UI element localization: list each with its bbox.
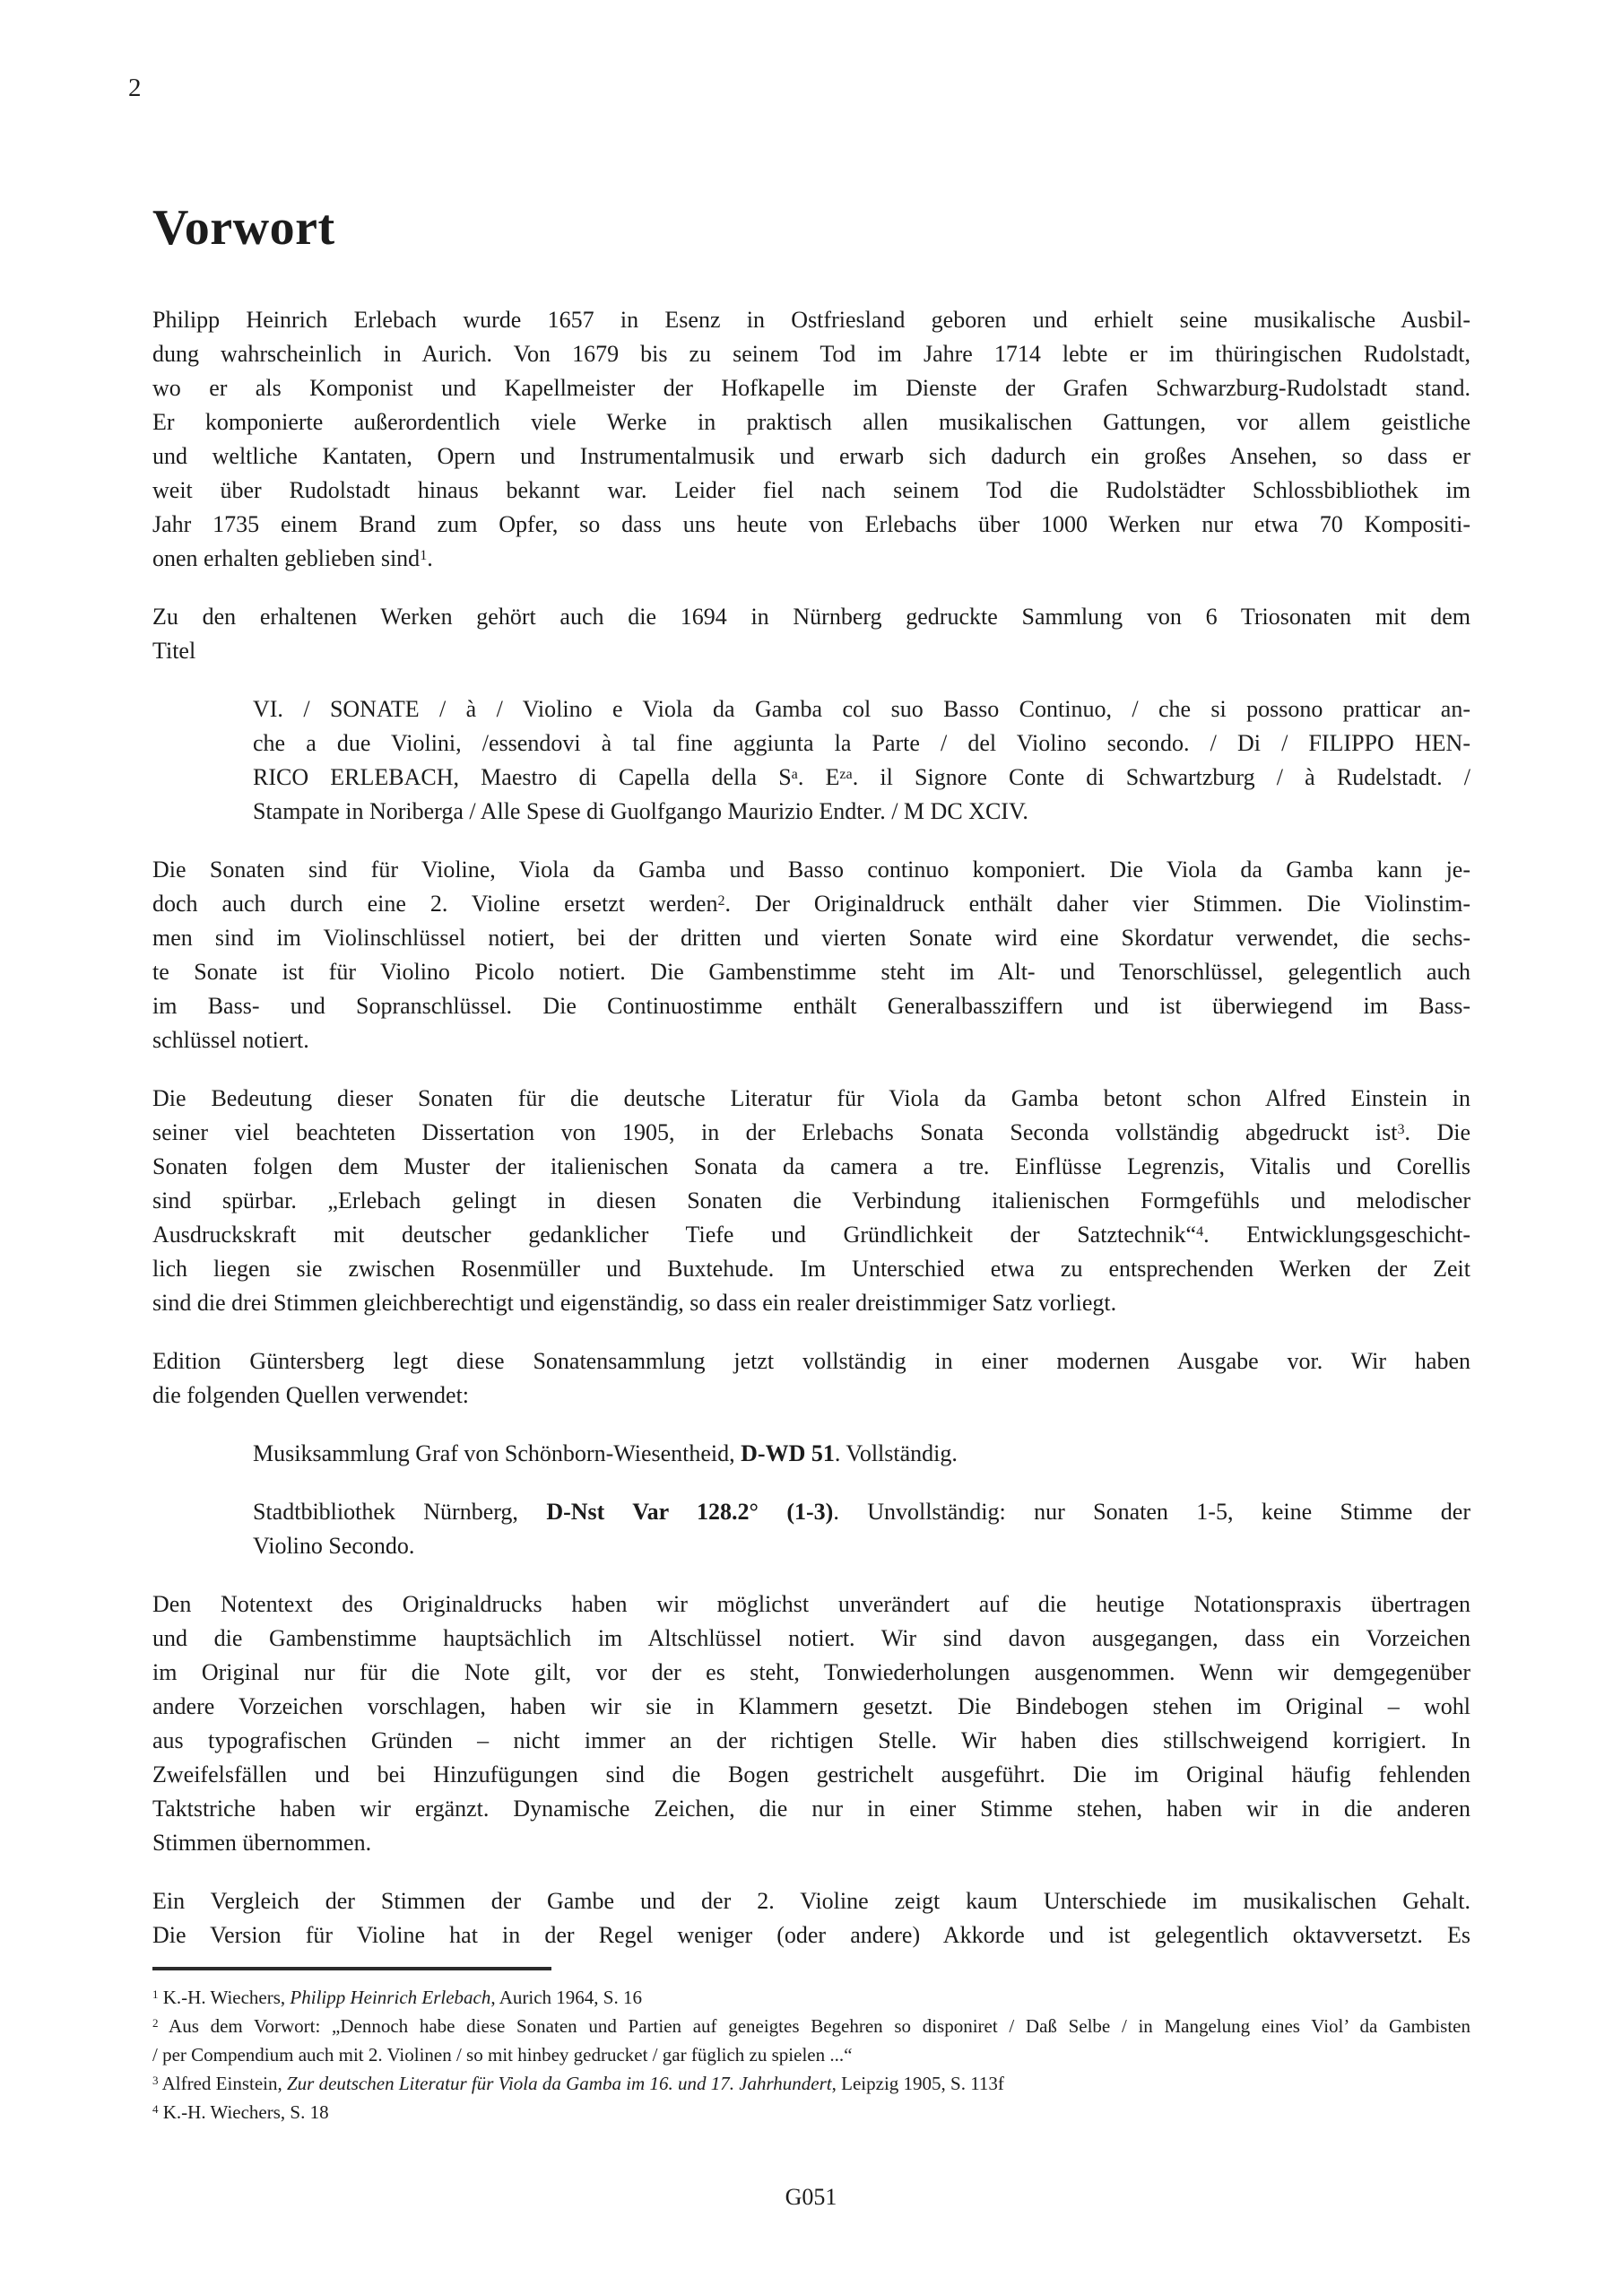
paragraph-biography <box>152 303 1470 576</box>
text-line: che a due Violini, /essendovi à tal fine aggiunta la Parte / del Violino secondo. / Di / FILIPPO HEN- <box>253 730 1470 756</box>
footnote-1 <box>152 1983 1470 2012</box>
text-line: Zu den erhaltenen Werken gehört auch die 1694 in Nürnberg gedruckte Sammlung von 6 Triosonaten mit dem <box>152 604 1470 630</box>
text-line: seiner viel beachteten Dissertation von 1905, in der Erlebachs Sonata Seconda vollständig abgedruckt ist$^3$. Die <box>152 1119 1470 1145</box>
text-line: Violino Secondo. <box>253 1533 415 1559</box>
page-title: Vorwort <box>152 200 335 256</box>
text-line: men sind im Violinschlüssel notiert, bei der dritten und vierten Sonate wird eine Skordatur verwendet, die sechs- <box>152 925 1470 951</box>
text-line: Musiksammlung Graf von Schönborn-Wiesentheid, D-WD 51. Vollständig. <box>253 1440 958 1466</box>
text-line: dung wahrscheinlich in Aurich. Von 1679 bis zu seinem Tod im Jahre 1714 lebte er im thüringischen Rudolstadt, <box>152 341 1470 367</box>
paragraph-significance <box>152 1082 1470 1320</box>
text-line: sind die drei Stimmen gleichberechtigt und eigenständig, so dass ein realer dreistimmiger Satz vorliegt. <box>152 1290 1117 1316</box>
text-line: weit über Rudolstadt hinaus bekannt war. Leider fiel nach seinem Tod die Rudolstädter Schlossbibliothek im <box>152 477 1470 503</box>
text-line: $^2$ Aus dem Vorwort: „Dennoch habe diese Sonaten und Partien auf geneigtes Begehren so disponiret / Daß Selbe / in Mangelung eines Viol’ da Gambisten <box>152 2015 1470 2037</box>
text-line: Den Notentext des Originaldrucks haben wir möglichst unverändert auf die heutige Notationspraxis übertragen <box>152 1591 1470 1617</box>
text-line: $^3$ Alfred Einstein, Zur deutschen Literatur für Viola da Gamba im 16. und 17. Jahrhundert, Leipzig 1905, S. 113f <box>152 2073 1004 2094</box>
text-line: $^4$ K.-H. Wiechers, S. 18 <box>152 2101 329 2123</box>
text-line: Edition Güntersberg legt diese Sonatensammlung jetzt vollständig in einer modernen Ausgabe vor. Wir haben <box>152 1348 1470 1374</box>
footnote-4 <box>152 2098 1470 2126</box>
page-number: 2 <box>128 74 142 102</box>
text-line: Stimmen übernommen. <box>152 1830 372 1856</box>
footnote-2 <box>152 2012 1470 2069</box>
footnote-area <box>152 1967 1470 2126</box>
source-item-wiesentheid <box>253 1437 1470 1471</box>
text-line: wo er als Komponist und Kapellmeister der Hofkapelle im Dienste der Grafen Schwarzburg-Rudolstadt stand. <box>152 375 1470 401</box>
text-line: Die Bedeutung dieser Sonaten für die deutsche Literatur für Viola da Gamba betont schon Alfred Einstein in <box>152 1085 1470 1111</box>
paragraph-edition <box>152 1344 1470 1413</box>
source-item-nuernberg <box>253 1495 1470 1563</box>
footnote-3 <box>152 2069 1470 2098</box>
text-line: doch auch durch eine 2. Violine ersetzt werden$^2$. Der Originaldruck enthält daher vier Stimmen. Die Violinstim- <box>152 891 1471 917</box>
text-line: Zweifelsfällen und bei Hinzufügungen sind die Bogen gestrichelt ausgeführt. Die im Original häufig fehlenden <box>152 1761 1470 1787</box>
text-line: Philipp Heinrich Erlebach wurde 1657 in Esenz in Ostfriesland geboren und erhielt seine musikalische Ausbil- <box>152 307 1470 333</box>
text-line: Stampate in Noriberga / Alle Spese di Guolfgango Maurizio Endter. / M DC XCIV. <box>253 798 1028 824</box>
catalog-number-footer: G051 <box>785 2184 837 2210</box>
text-line: lich liegen sie zwischen Rosenmüller und Buxtehude. Im Unterschied etwa zu entsprechenden Werken der Zeit <box>152 1256 1470 1282</box>
text-line: onen erhalten geblieben sind$^1$. <box>152 545 433 571</box>
text-line: Die Sonaten sind für Violine, Viola da Gamba und Basso continuo komponiert. Die Viola da Gamba kann je- <box>152 857 1470 883</box>
text-line: Titel <box>152 638 196 664</box>
paragraph-editorial <box>152 1587 1470 1860</box>
text-line: Stadtbibliothek Nürnberg, D-Nst Var 128.2° (1-3). Unvollständig: nur Sonaten 1-5, keine Stimme der <box>253 1499 1471 1525</box>
text-line: RICO ERLEBACH, Maestro di Capella della $S^a$. $E^{za}$. il Signore Conte di Schwartzburg / à Rudelstadt. / <box>253 764 1470 790</box>
paragraph-scoring <box>152 853 1470 1057</box>
text-line: $^1$ K.-H. Wiechers, Philipp Heinrich Erlebach, Aurich 1964, S. 16 <box>152 1987 642 2008</box>
text-line: im Original nur für die Note gilt, vor der es steht, Tonwiederholungen ausgenommen. Wenn wir demgegenüber <box>152 1659 1470 1685</box>
text-line: Ein Vergleich der Stimmen der Gambe und der 2. Violine zeigt kaum Unterschiede im musikalischen Gehalt. <box>152 1888 1470 1914</box>
text-line: / per Compendium auch mit 2. Violinen / so mit hinbey gedrucket / gar füglich zu spielen ...“ <box>152 2044 853 2066</box>
text-line: schlüssel notiert. <box>152 1027 309 1053</box>
text-line: Jahr 1735 einem Brand zum Opfer, so dass uns heute von Erlebachs über 1000 Werken nur etwa 70 Kompositi- <box>152 511 1470 537</box>
text-line: Ausdruckskraft mit deutscher gedanklicher Tiefe und Gründlichkeit der Satztechnik“$^4$. Entwicklungsgeschicht- <box>152 1222 1470 1248</box>
title-quote-block <box>253 692 1470 829</box>
footnote-separator-rule <box>152 1967 551 1970</box>
text-line: und die Gambenstimme hauptsächlich im Altschlüssel notiert. Wir sind davon ausgegangen, dass ein Vorzeichen <box>152 1625 1470 1651</box>
text-line: sind spürbar. „Erlebach gelingt in diesen Sonaten die Verbindung italienischen Formgefühls und melodischer <box>152 1187 1470 1213</box>
paragraph-comparison <box>152 1884 1470 1952</box>
text-line: Sonaten folgen dem Muster der italienischen Sonata da camera a tre. Einflüsse Legrenzis, Vitalis und Corellis <box>152 1153 1470 1179</box>
text-line: die folgenden Quellen verwendet: <box>152 1382 470 1408</box>
text-line: Er komponierte außerordentlich viele Werke in praktisch allen musikalischen Gattungen, vor allem geistliche <box>152 409 1470 435</box>
text-line: Taktstriche haben wir ergänzt. Dynamische Zeichen, die nur in einer Stimme stehen, haben wir in die anderen <box>152 1796 1470 1822</box>
paragraph-collection <box>152 600 1470 668</box>
text-line: te Sonate ist für Violino Picolo notiert. Die Gambenstimme steht im Alt- und Tenorschlüssel, gelegentlich auch <box>152 959 1470 985</box>
text-line: andere Vorzeichen vorschlagen, haben wir sie in Klammern gesetzt. Die Bindebogen stehen im Original – wohl <box>152 1693 1470 1719</box>
text-line: im Bass- und Sopranschlüssel. Die Continuostimme enthält Generalbassziffern und ist überwiegend im Bass- <box>152 993 1470 1019</box>
text-line: Die Version für Violine hat in der Regel weniger (oder andere) Akkorde und ist gelegentlich oktavversetzt. Es <box>152 1922 1470 1948</box>
text-line: und weltliche Kantaten, Opern und Instrumentalmusik und erwarb sich dadurch ein großes Ansehen, so dass er <box>152 443 1470 469</box>
text-line: VI. / SONATE / à / Violino e Viola da Gamba col suo Basso Continuo, / che si possono pratticar an- <box>253 696 1470 722</box>
text-line: aus typografischen Gründen – nicht immer an der richtigen Stelle. Wir haben dies stillschweigend korrigiert. In <box>152 1727 1470 1753</box>
